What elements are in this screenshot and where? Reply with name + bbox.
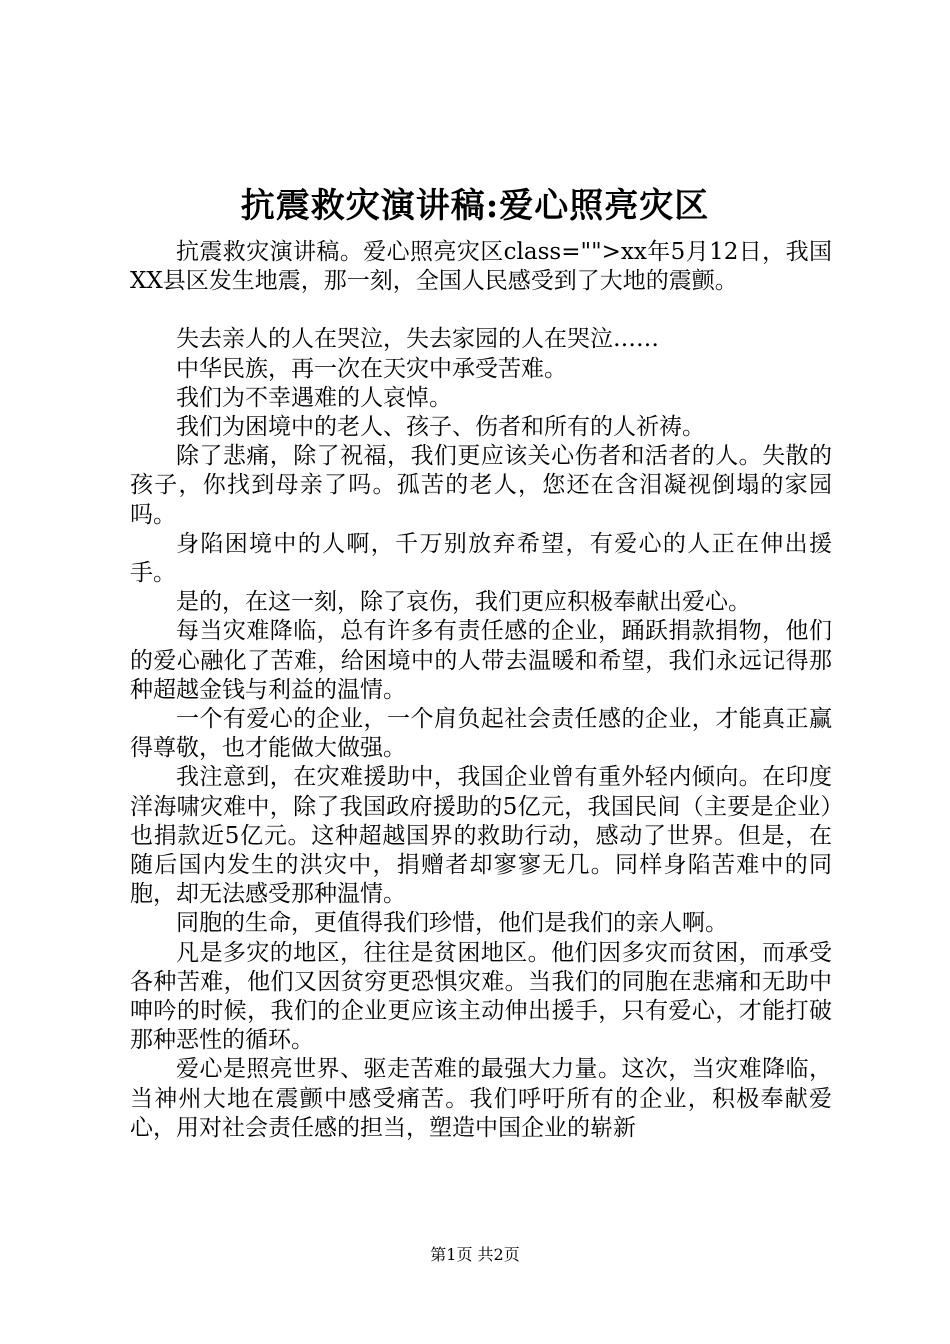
paragraph: 我注意到，在灾难援助中，我国企业曾有重外轻内倾向。在印度洋海啸灾难中，除了我国政府援助的5亿元，我国民间（主要是企业）也捐款近5亿元。这种超越国界的救助行动，感动了世界。但是，在随后国内发生的洪灾中，捐赠者却寥寥无几。同样身陷苦难中的同胞，却无法感受那种温情。 xyxy=(130,764,832,908)
document-title: 抗震救灾演讲稿:爱心照亮灾区 xyxy=(240,186,710,226)
paragraph: 我们为不幸遇难的人哀悼。 xyxy=(176,384,452,411)
paragraph: 失去亲人的人在哭泣，失去家园的人在哭泣…… xyxy=(176,326,659,353)
paragraph: 抗震救灾演讲稿。爱心照亮灾区class="">xx年5月12日，我国XX县区发生地震，那一刻，全国人民感受到了大地的震颤。 xyxy=(130,239,832,295)
document-body xyxy=(130,238,832,1143)
paragraph: 身陷困境中的人啊，千万别放弃希望，有爱心的人正在伸出援手。 xyxy=(130,530,832,587)
paragraph: 我们为困境中的老人、孩子、伤者和所有的人祈祷。 xyxy=(176,414,705,441)
paragraph: 同胞的生命，更值得我们珍惜，他们是我们的亲人啊。 xyxy=(176,910,728,937)
paragraph: 中华民族，再一次在天灾中承受苦难。 xyxy=(176,355,567,382)
paragraph: 爱心是照亮世界、驱走苦难的最强大力量。这次，当灾难降临，当神州大地在震颤中感受痛苦。我们呼吁所有的企业，积极奉献爱心，用对社会责任感的担当，塑造中国企业的崭新 xyxy=(130,1056,832,1141)
paragraph: 一个有爱心的企业，一个肩负起社会责任感的企业，才能真正赢得尊敬，也才能做大做强。 xyxy=(130,706,832,762)
paragraph: 每当灾难降临，总有许多有责任感的企业，踊跃捐款捐物，他们的爱心融化了苦难，给困境中的人带去温暖和希望，我们永远记得那种超越金钱与利益的温情。 xyxy=(130,618,832,703)
paragraph: 除了悲痛，除了祝福，我们更应该关心伤者和活者的人。失散的孩子，你找到母亲了吗。孤苦的老人，您还在含泪凝视倒塌的家园吗。 xyxy=(130,443,832,528)
paragraph: 是的，在这一刻，除了哀伤，我们更应积极奉献出爱心。 xyxy=(176,589,751,616)
page-number-footer: 第1页 共2页 xyxy=(430,1245,520,1264)
paragraph: 凡是多灾的地区，往往是贫困地区。他们因多灾而贫困，而承受各种苦难，他们又因贫穷更恐惧灾难。当我们的同胞在悲痛和无助中呻吟的时候，我们的企业更应该主动伸出援手，只有爱心，才能打破那种恶性的循环。 xyxy=(130,939,832,1054)
